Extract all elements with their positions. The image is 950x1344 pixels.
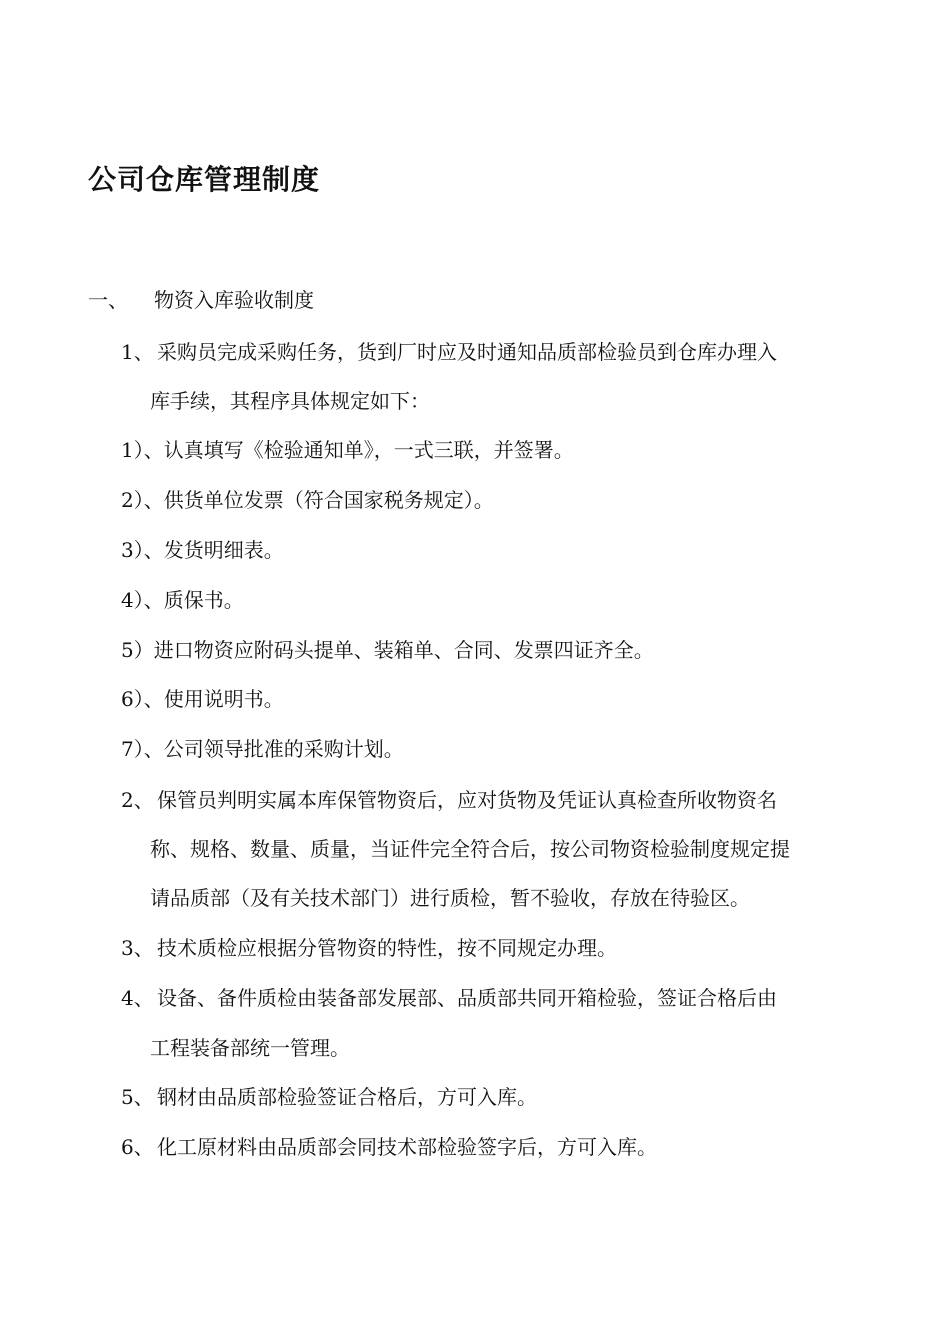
sub-item-5: 5）进口物资应附码头提单、装箱单、合同、发票四证齐全。 — [121, 638, 654, 662]
list-item-1 — [121, 340, 777, 364]
list-item-text: 技术质检应根据分管物资的特性，按不同规定办理。 — [157, 936, 617, 960]
list-item-number: 3、 — [121, 936, 154, 960]
sub-item-1: 1）、认真填写《检验通知单》，一式三联，并签署。 — [121, 438, 574, 462]
list-item-continuation: 称、规格、数量、质量，当证件完全符合后，按公司物资检验制度规定提 — [150, 837, 790, 861]
list-item-text: 保管员判明实属本库保管物资后，应对货物及凭证认真检查所收物资名 — [157, 788, 777, 812]
list-item-text: 采购员完成采购任务，货到厂时应及时通知品质部检验员到仓库办理入 — [157, 340, 777, 364]
list-item-number: 2、 — [121, 788, 154, 812]
list-item-5 — [121, 1085, 537, 1109]
list-item-continuation: 请品质部（及有关技术部门）进行质检，暂不验收，存放在待验区。 — [150, 886, 750, 910]
sub-item-7: 7）、公司领导批准的采购计划。 — [121, 737, 404, 761]
section-heading: 物资入库验收制度 — [154, 288, 314, 312]
sub-item-6: 6）、使用说明书。 — [121, 687, 284, 711]
list-item-4 — [121, 986, 777, 1010]
section-number: 一、 — [88, 288, 128, 312]
list-item-number: 5、 — [121, 1085, 154, 1109]
sub-item-4: 4）、质保书。 — [121, 588, 244, 612]
list-item-text: 化工原材料由品质部会同技术部检验签字后，方可入库。 — [157, 1135, 657, 1159]
list-item-2 — [121, 788, 777, 812]
list-item-text: 设备、备件质检由装备部发展部、品质部共同开箱检验，签证合格后由 — [157, 986, 777, 1010]
list-item-6 — [121, 1135, 657, 1159]
list-item-text: 钢材由品质部检验签证合格后，方可入库。 — [157, 1085, 537, 1109]
list-item-3 — [121, 936, 617, 960]
document-title: 公司仓库管理制度 — [88, 163, 321, 196]
list-item-continuation: 库手续，其程序具体规定如下： — [150, 389, 430, 413]
list-item-number: 4、 — [121, 986, 154, 1010]
sub-item-3: 3）、发货明细表。 — [121, 538, 284, 562]
list-item-number: 6、 — [121, 1135, 154, 1159]
sub-item-2: 2）、供货单位发票（符合国家税务规定）。 — [121, 488, 494, 512]
list-item-continuation: 工程装备部统一管理。 — [150, 1036, 350, 1060]
list-item-number: 1、 — [121, 340, 154, 364]
